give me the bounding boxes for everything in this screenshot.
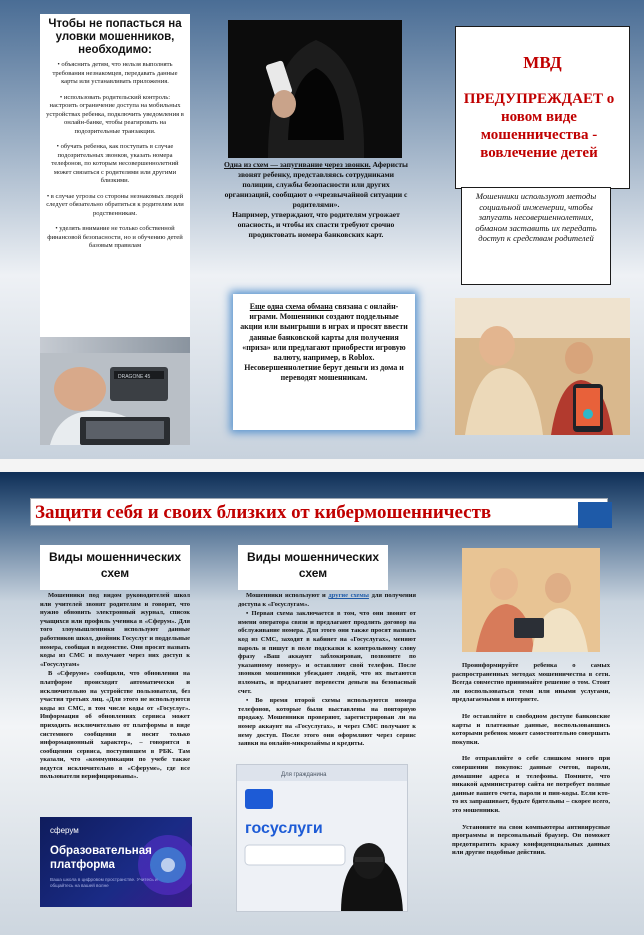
card-label: DRAGONE 45 [118, 374, 151, 380]
advice-paragraph: Не оставляйте в свободном доступе банковские карты и платежные данные, воспользовавшись которыми ребенок может самостоятельно совершать покупки. [452, 712, 610, 746]
brochure-page-front [0, 0, 644, 459]
schemes-heading-1: Виды мошеннических схем [40, 545, 190, 590]
paragraph: • Первая схема заключается в том, что они звонят от имени оператора связи и предлагают продлить договор на обслуживание номера. Для этого они также просят назвать код из СМС, заходят в кабинет на «Госуслугах», меняют пароль и пишут в поле подсказки к контрольному слову фразу «Ваш аккаунт заблокирован, позвоните по указанному номеру» и оставляют свой телефон. После звонков мошенники убеждают людей, что их пытаются взломать, и предлагают перевести деньги на безопасный счет. [238, 610, 416, 695]
banner [30, 498, 608, 526]
warning-heading: ПРЕДУПРЕЖДАЕТ о новом виде мошенничества - вовлечение детей [463, 91, 615, 161]
gosuslugi-hacker-photo [236, 764, 408, 912]
card-payment-photo [40, 353, 190, 445]
child-with-phone-photo [455, 298, 630, 435]
sferum-promo-image [40, 817, 192, 907]
other-schemes-link[interactable]: другие схемы [328, 592, 369, 599]
tips-panel-footer [40, 337, 190, 353]
call-scheme-body: Аферисты звонят ребенку, представляясь сотрудниками полиции, службы безопасности или других организаций, сообщают о «чрезвычайной ситуации с родителями». [224, 160, 408, 209]
brochure-page-back [0, 472, 644, 935]
paragraph: • Во время второй схемы используются номера телефонов, которые были выставлены на повторную продажу. Мошенники проверяют, зарегистрирован ли на номер аккаунт на «Госуслугах», и через СМС получают к нему доступ. После этого они оформляют через сервис заявки на онлайн-микрозаймы и кредиты. [238, 697, 416, 748]
tip-item: • уделять внимание не только собственной финансовой безопасности, но и обучению детей базовым правилам [47, 225, 183, 249]
social-engineering-note: Мошенники используют методы социальной инженерии, чтобы запугать несовершеннолетних, обманом заставить их передать доступ к средствам родителей [461, 187, 611, 285]
advice-paragraph: Не отправляйте о себе слишком много при совершении покупок: данные счетов, пароли, домашние адреса и телефоны. Помните, что никакой администратор сайта не потребует полные данные вашего счета, пароли и пин-коды. Если кто-то их запрашивает, будьте бдительны – скорее всего, это мошенники. [452, 755, 610, 814]
tips-panel [40, 14, 190, 353]
screen-label: Для гражданина [281, 772, 327, 778]
tip-item: • использовать родительский контроль: настроить ограничение доступа на мобильных устройствах ребенка, подключить уведомления в онлайн-банке, чтобы реагировать на подозрительные транзакции. [46, 93, 184, 135]
intro-post: для получения доступа к «Госуслугам». [238, 592, 416, 608]
advice-paragraph: Установите на свои компьютеры антивирусные программы и персональный браузер. Он поможет предотвратить кражу конфиденциальных данных или другие подобные действия. [452, 823, 610, 857]
banner-title: Защити себя и своих близких от кибермошенничеств [35, 502, 492, 523]
tip-item: • обучать ребенка, как поступать в случае подозрительных звонков, указать номера телефонов, по которым несовершеннолетний может связаться с родителями или другими близкими. [51, 143, 179, 184]
org-title: МВД [523, 53, 562, 72]
sferum-caption: Ваша школа в цифровом пространстве. Учитесь и общайтесь на вашей волне [50, 877, 158, 888]
banner-accent [578, 502, 612, 528]
gosuslugi-scheme-text [238, 592, 416, 750]
tip-item: • объяснить детям, что нельзя выполнять требования незнакомцев, передавать данные карты или устанавливать приложения. [52, 61, 178, 85]
tip-item: • в случае угрозы со стороны незнакомых людей следует обязательно обратиться к родителям или родственникам. [46, 192, 184, 217]
gosuslugi-logo: госуслуги [245, 820, 323, 837]
game-scheme-body: связана с онлайн-играми. Мошенники создают поддельные акции или выигрыши в играх и просят ввести данные банковской карты для получения «приза» или предлагают приобрести игровую валюту, например, в Roblox. Несовершеннолетние берут деньги из дома и переводят мошенникам. [240, 302, 408, 383]
children-photo [462, 548, 600, 652]
call-scheme-example: Например, утверждают, что родителям угрожает опасность, и чтобы их спасти требуют срочно продиктовать номера банковских карт. [232, 210, 400, 239]
call-scheme-text [222, 160, 410, 240]
schemes-heading-2: Виды мошеннических схем [238, 545, 388, 590]
advice-paragraph: Проинформируйте ребенка о самых распространенных методах мошенничества в сети. Всегда совместно принимайте решение о том. Стоит ли воспользоваться теми или иными услугами, предлагаемыми в интернете. [452, 662, 610, 704]
tips-heading: Чтобы не попасться на уловки мошенников, необходимо: [48, 18, 182, 56]
intro-paragraph [238, 592, 416, 609]
intro-pre: Мошенники используют и [246, 592, 329, 599]
safety-advice [452, 662, 610, 866]
game-scheme-box [233, 294, 415, 430]
game-scheme-lead: Еще одна схема обмана [249, 302, 333, 311]
tips-list [40, 59, 190, 260]
page-gap [0, 459, 644, 472]
call-scheme-lead: Одна из схем — запугивание через звонки. [224, 160, 371, 169]
sferum-scheme-text [40, 592, 190, 783]
paragraph: Мошенники под видом руководителей школ или учителей звонят родителям и говорят, что нужно обновить электронный журнал, список учащихся или профиль ученика в «Сферум». Для того злоумышленники используют данные работников школ, двойник Госуслуг и поддельные номера, сообщая в ведомстве. Они просят назвать коды из СМС и получают через них доступ к «Госуслугам» [40, 592, 190, 668]
hooded-caller-photo [228, 20, 402, 158]
paragraph: В «Сферуме» сообщили, что обновления на платформе происходят автоматически и исключительно на устройстве пользователя, без участия третьих лиц. «Для этого не используются коды из СМС, в том числе коды от «Госуслуг». Информация об обновлениях сервиса может приходить исключительно от платформы в виде системного сообщения и носит только информационный характер», – говорится в сообщении сервиса, поступившем в РБК. Там указали, что «коммуникации по учебе также ведутся исключительно в «Сферуме», где все пользователи верифицированы». [40, 670, 190, 781]
sferum-logo: сферум [50, 826, 79, 835]
sferum-headline: Образовательная платформа [50, 845, 152, 871]
